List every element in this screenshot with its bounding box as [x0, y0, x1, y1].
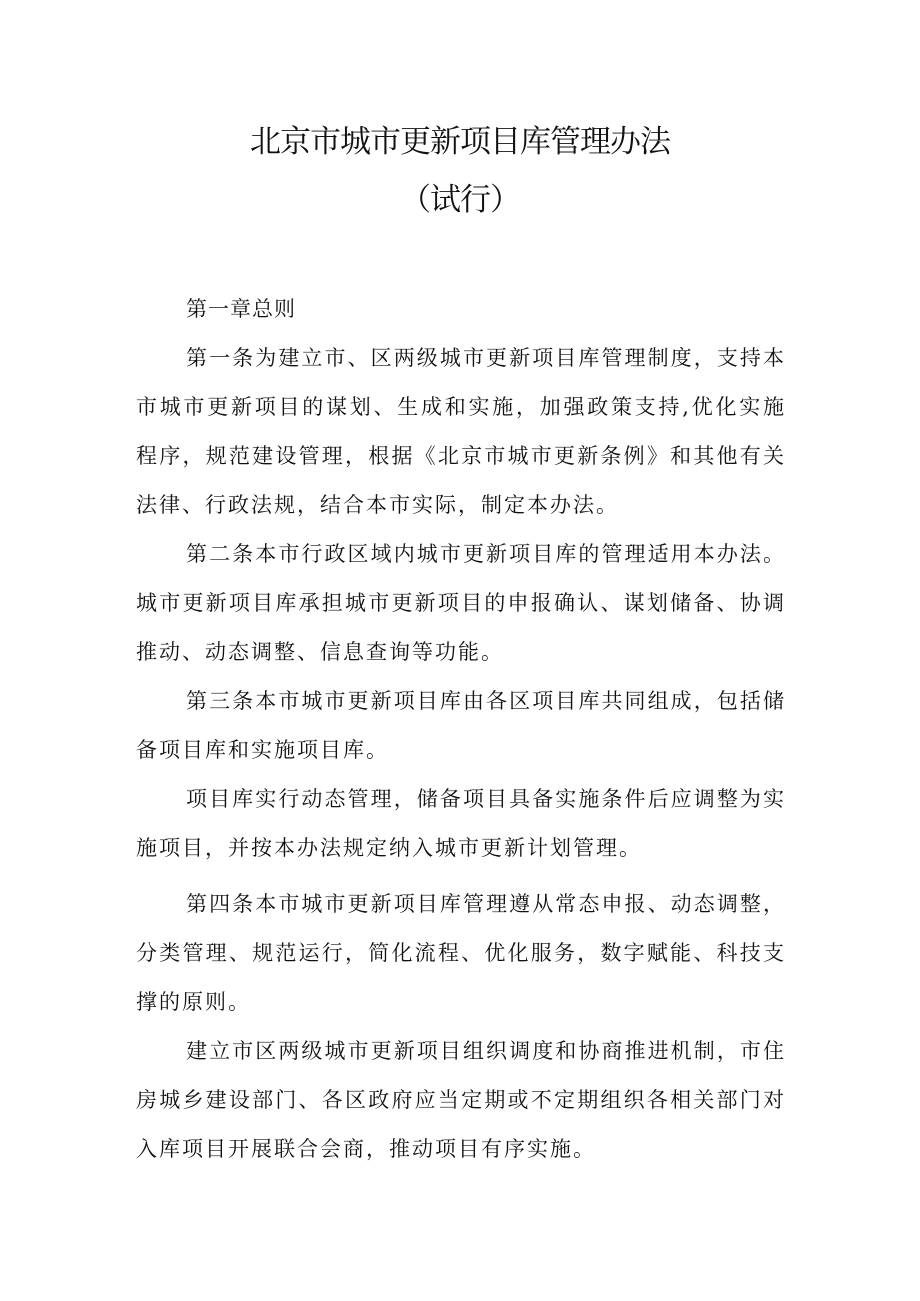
article-3-paragraph: 第三条本市城市更新项目库由各区项目库共同组成，包括储备项目库和实施项目库。 — [136, 689, 786, 762]
document-title: 北京市城市更新项目库管理办法 — [250, 124, 670, 160]
article-4-continuation-paragraph: 建立市区两级城市更新项目组织调度和协商推进机制，市住房城乡建设部门、各区政府应当定期或不定期组织各相关部门对入库项目开展联合会商，推动项目有序实施。 — [136, 1039, 786, 1161]
article-2-paragraph: 第二条本市行政区域内城市更新项目库的管理适用本办法。城市更新项目库承担城市更新项目的申报确认、谋划储备、协调推动、动态调整、信息查询等功能。 — [136, 542, 786, 664]
document-subtitle: （试行） — [400, 182, 520, 218]
article-4-paragraph: 第四条本市城市更新项目库管理遵从常态申报、动态调整，分类管理、规范运行，简化流程、优化服务，数字赋能、科技支撑的原则。 — [136, 892, 786, 1014]
article-3-continuation-paragraph: 项目库实行动态管理，储备项目具备实施条件后应调整为实施项目，并按本办法规定纳入城市更新计划管理。 — [136, 787, 786, 860]
article-1-paragraph: 第一条为建立市、区两级城市更新项目库管理制度，支持本市城市更新项目的谋划、生成和实施，加强政策支持,优化实施程序，规范建设管理，根据《北京市城市更新条例》和其他有关法律、行政法规，结合本市实际，制定本办法。 — [136, 346, 786, 517]
chapter-heading: 第一章总则 — [186, 297, 296, 321]
